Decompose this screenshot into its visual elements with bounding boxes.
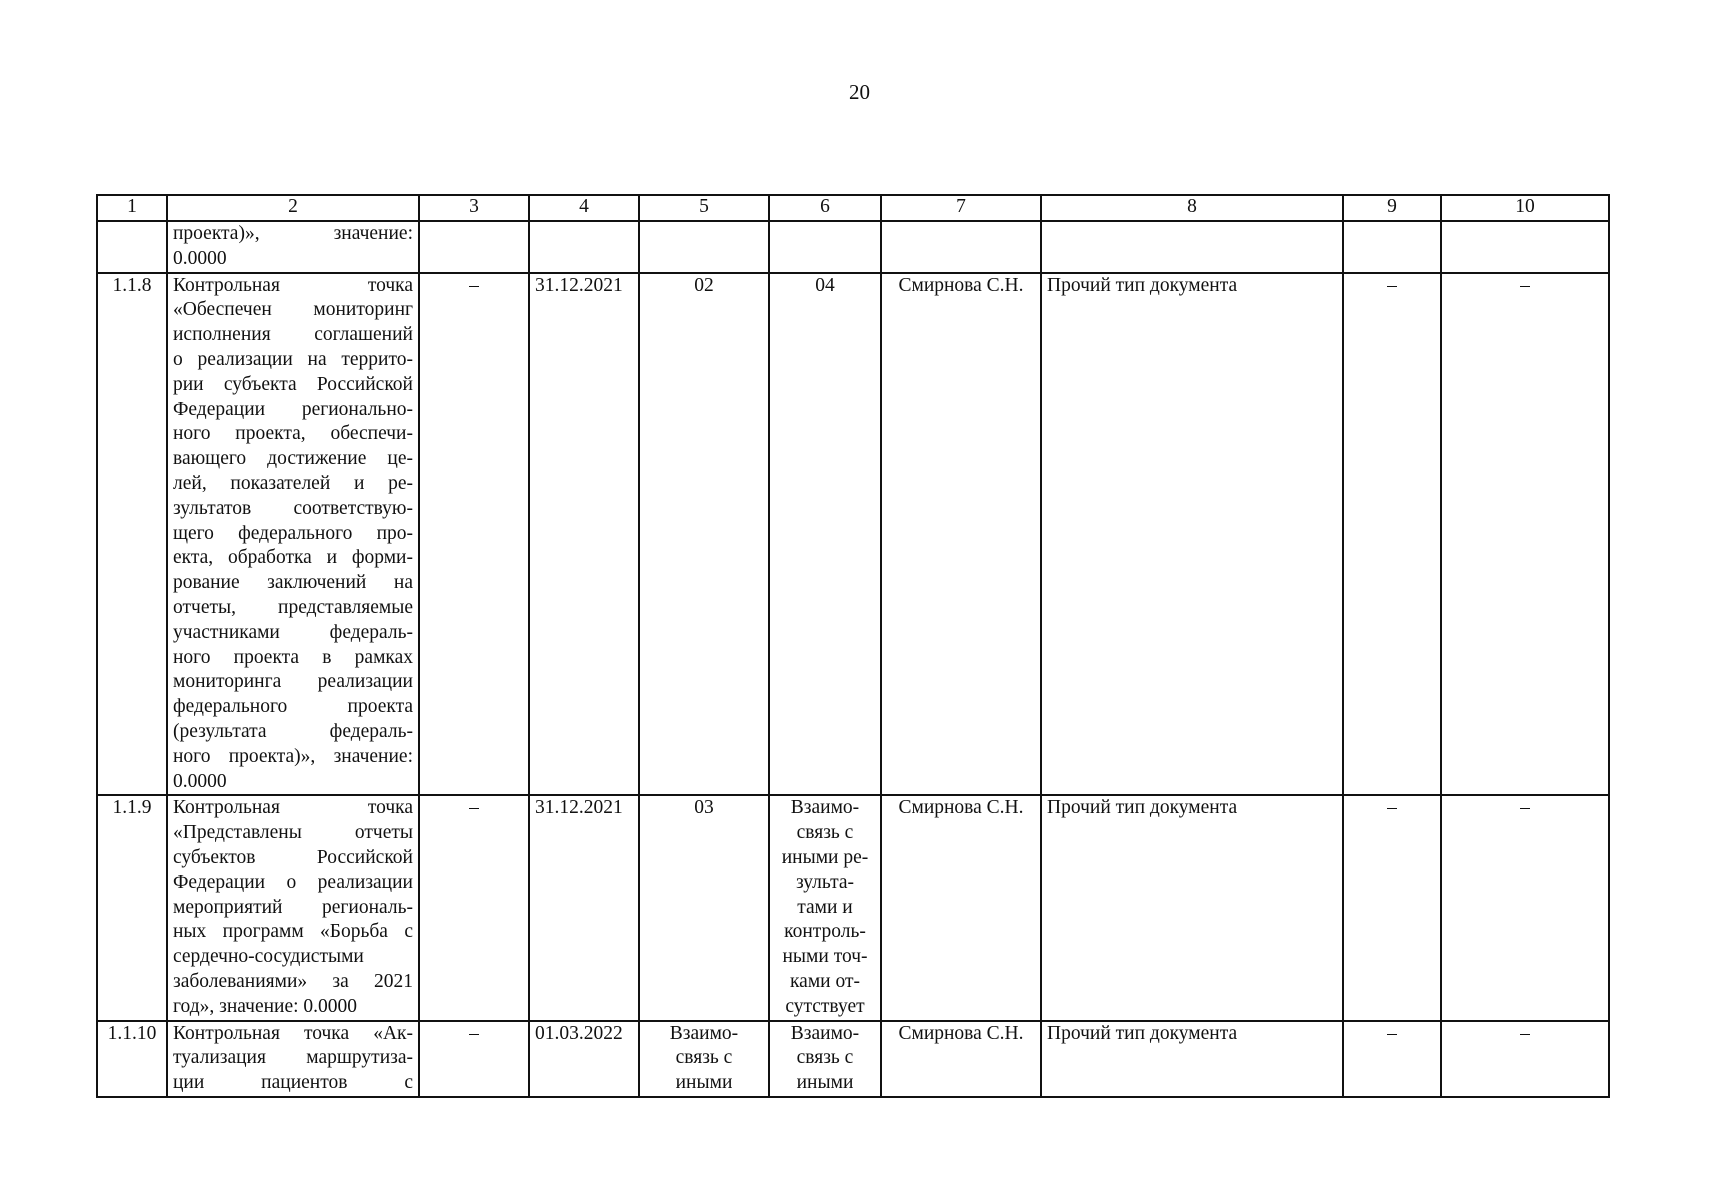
cell-text-line: сутствует [785, 995, 865, 1017]
cell-col9: – [1343, 273, 1441, 796]
cell-text-line: исполнения соглашений [173, 324, 413, 346]
row-name-cell [167, 1021, 419, 1097]
cell-col3: – [419, 795, 529, 1020]
column-header: 5 [639, 195, 769, 221]
cell-text-line: Взаимо- [669, 1022, 739, 1044]
cell-text-line: иными [675, 1072, 733, 1094]
cell-responsible: Смирнова С.Н. [881, 1021, 1041, 1097]
cell-col6 [769, 795, 881, 1020]
cell-text-line: о реализации на террито- [173, 348, 413, 370]
cell-text-line: зультатов соответствую- [173, 497, 413, 519]
cell-text-line: год», значение: 0.0000 [173, 995, 358, 1017]
column-header: 9 [1343, 195, 1441, 221]
cell-document-type: Прочий тип документа [1041, 273, 1343, 796]
cell-text-line: связь с [675, 1047, 733, 1069]
row-number-cell: 1.1.8 [97, 273, 167, 796]
cell-date: 31.12.2021 [529, 273, 639, 796]
cell-col6 [769, 221, 881, 273]
cell-text-line: отчеты, представляемые [173, 596, 413, 618]
cell-text-line: мероприятий региональ- [173, 896, 413, 918]
cell-text-line: проекта)», значение: [173, 223, 413, 244]
cell-text-line: екта, обработка и форми- [173, 547, 413, 569]
cell-text-line: иными [796, 1072, 854, 1094]
cell-col10: – [1441, 795, 1609, 1020]
cell-col6 [769, 1021, 881, 1097]
cell-responsible [881, 221, 1041, 273]
column-header: 3 [419, 195, 529, 221]
cell-text-line: «Представлены отчеты [173, 822, 413, 844]
cell-text-line: 0.0000 [173, 770, 227, 792]
cell-text-line: ного проекта в рамках [173, 646, 413, 668]
cell-col9: – [1343, 795, 1441, 1020]
cell-text-line: Федерации регионально- [173, 398, 413, 420]
cell-document-type: Прочий тип документа [1041, 795, 1343, 1020]
cell-col5 [639, 221, 769, 273]
cell-text-line: контроль- [784, 921, 866, 943]
cell-col3: – [419, 1021, 529, 1097]
cell-text-line: Контрольная точка «Ак- [173, 1022, 413, 1044]
cell-text-line: заболеваниями» за 2021 [173, 970, 413, 992]
cell-text-line: ного проекта)», значение: [173, 745, 413, 767]
cell-text-line: вающего достижение це- [173, 448, 413, 470]
row-number-cell: 1.1.10 [97, 1021, 167, 1097]
cell-col10 [1441, 221, 1609, 273]
cell-text-line: Взаимо- [790, 797, 860, 819]
cell-text-line: «Обеспечен мониторинг [173, 299, 413, 321]
cell-text-line: ными точ- [782, 946, 868, 968]
row-name-cell [167, 273, 419, 796]
cell-text-line: ного проекта, обеспечи- [173, 423, 413, 445]
cell-text-line: (результата федераль- [173, 720, 413, 742]
row-name-cell [167, 221, 419, 273]
cell-col5: 02 [639, 273, 769, 796]
cell-col5: 03 [639, 795, 769, 1020]
cell-text-line: участниками федераль- [173, 621, 413, 643]
column-header: 6 [769, 195, 881, 221]
cell-text-line: связь с [796, 822, 854, 844]
cell-col10: – [1441, 1021, 1609, 1097]
cell-text-line: туализация маршрутиза- [173, 1047, 413, 1069]
cell-col3: – [419, 273, 529, 796]
table-row [97, 795, 1609, 1020]
cell-document-type [1041, 221, 1343, 273]
cell-text-line: ками от- [790, 970, 860, 992]
document-table [96, 194, 1610, 1098]
cell-text-line: федерального проекта [173, 696, 413, 718]
row-name-cell [167, 795, 419, 1020]
cell-text-line: рии субъекта Российской [173, 373, 413, 395]
column-header: 4 [529, 195, 639, 221]
row-number-cell [97, 221, 167, 273]
cell-document-type: Прочий тип документа [1041, 1021, 1343, 1097]
cell-text-line: ных программ «Борьба с [173, 921, 413, 943]
cell-col3 [419, 221, 529, 273]
row-number-cell: 1.1.9 [97, 795, 167, 1020]
cell-text-line: тами и [797, 896, 853, 918]
column-header: 10 [1441, 195, 1609, 221]
cell-col10: – [1441, 273, 1609, 796]
cell-col9 [1343, 221, 1441, 273]
cell-date: 31.12.2021 [529, 795, 639, 1020]
cell-text-line: связь с [796, 1047, 854, 1069]
table-row [97, 221, 1609, 273]
column-header: 7 [881, 195, 1041, 221]
cell-text-line: Федерации о реализации [173, 871, 413, 893]
cell-responsible: Смирнова С.Н. [881, 273, 1041, 796]
cell-date [529, 221, 639, 273]
table-row [97, 273, 1609, 796]
cell-text-line: зульта- [796, 871, 854, 893]
cell-responsible: Смирнова С.Н. [881, 795, 1041, 1020]
cell-text-line: Контрольная точка [173, 797, 413, 819]
cell-text-line: лей, показателей и ре- [173, 472, 413, 494]
column-header: 2 [167, 195, 419, 221]
cell-text-line: субъектов Российской [173, 846, 413, 868]
cell-col6: 04 [769, 273, 881, 796]
cell-text-line: иными ре- [781, 846, 869, 868]
cell-text-line: 0.0000 [173, 247, 227, 269]
cell-text-line: Взаимо- [790, 1022, 860, 1044]
page-number: 20 [849, 80, 870, 104]
cell-col9: – [1343, 1021, 1441, 1097]
column-header: 1 [97, 195, 167, 221]
cell-col5 [639, 1021, 769, 1097]
cell-text-line: щего федерального про- [173, 522, 413, 544]
cell-text-line: Контрольная точка [173, 274, 413, 296]
column-header: 8 [1041, 195, 1343, 221]
cell-date: 01.03.2022 [529, 1021, 639, 1097]
cell-text-line: сердечно-сосудистыми [173, 946, 364, 968]
table-row [97, 1021, 1609, 1097]
cell-text-line: ции пациентов с [173, 1072, 413, 1094]
cell-text-line: рование заключений на [173, 572, 413, 594]
cell-text-line: мониторинга реализации [173, 671, 413, 693]
table-header-row [97, 195, 1609, 221]
